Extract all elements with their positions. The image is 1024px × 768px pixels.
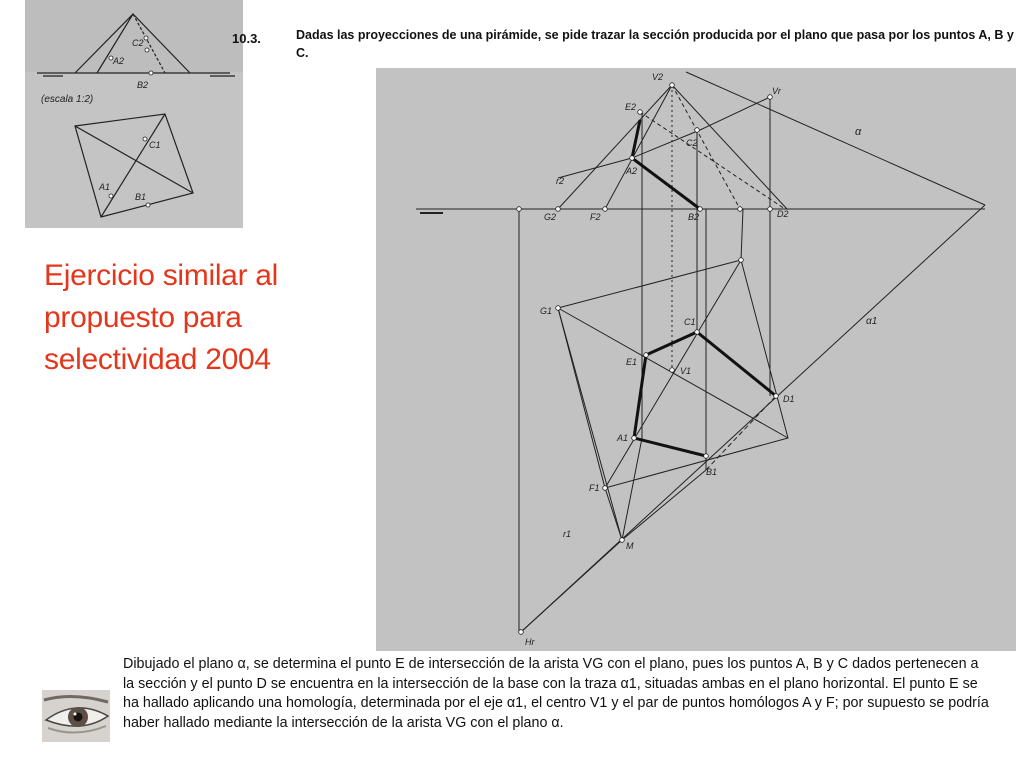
small-reference-figure [25, 0, 243, 228]
d1-label: D1 [783, 394, 795, 404]
headline: Ejercicio similar al propuesto para selectividad 2004 [44, 259, 279, 376]
small-b2-label: B2 [137, 80, 149, 90]
main-construction-figure [376, 68, 1016, 651]
explanation-text: Dibujado el plano α, se determina el punto E de intersección de la arista VG con el plano, pues los puntos A, B y C dados pertenecen a la sección y el punto D se encuentra en la intersección de la base con la traza α1, situadas ambas en el plano horizontal. El punto E se ha hallado aplicando una homología, determinada por el eje α1, el centro V1 y el par de puntos homólogos A y F; por supuesto se podría haber hallado mediante la intersección de la arista VG con el plano α. [123, 656, 989, 731]
r1-label: r1 [563, 529, 572, 539]
eye-photo-icon [42, 690, 110, 742]
m-label: M [626, 541, 634, 551]
e2-label: E2 [625, 102, 637, 112]
hr-label: Hr [525, 637, 535, 647]
small-c2-label: C2 [132, 38, 144, 48]
f1-label: F1 [589, 483, 600, 493]
v1-label: V1 [680, 366, 692, 376]
c1-label: C1 [684, 317, 696, 327]
c2-label: C2 [686, 138, 698, 148]
vr-label: Vr [772, 86, 781, 96]
b1-label: B1 [706, 467, 718, 477]
v2-label: V2 [652, 72, 664, 82]
a2-label: A2 [626, 166, 638, 176]
g2-label: G2 [544, 212, 557, 222]
exercise-number: 10.3. [232, 31, 261, 46]
scale-label: (escala 1:2) [41, 94, 94, 105]
d2-label: D2 [777, 209, 789, 219]
r2-label: r2 [556, 176, 565, 186]
small-a2-label: A2 [113, 56, 125, 66]
f2-label: F2 [590, 212, 601, 222]
small-c1-label: C1 [149, 140, 161, 150]
alpha-label: α [855, 126, 862, 138]
small-b1-label: B1 [135, 192, 147, 202]
b2-label: B2 [688, 212, 700, 222]
small-a1-label: A1 [99, 182, 111, 192]
a1-label: A1 [617, 433, 629, 443]
g1-label: G1 [540, 306, 553, 316]
e1-label: E1 [626, 357, 638, 367]
exercise-statement: Dadas las proyecciones de una pirámide, se pide trazar la sección producida por el plano que pasa por los puntos A, B y C. [296, 28, 1014, 60]
alpha1-label: α1 [866, 316, 878, 327]
